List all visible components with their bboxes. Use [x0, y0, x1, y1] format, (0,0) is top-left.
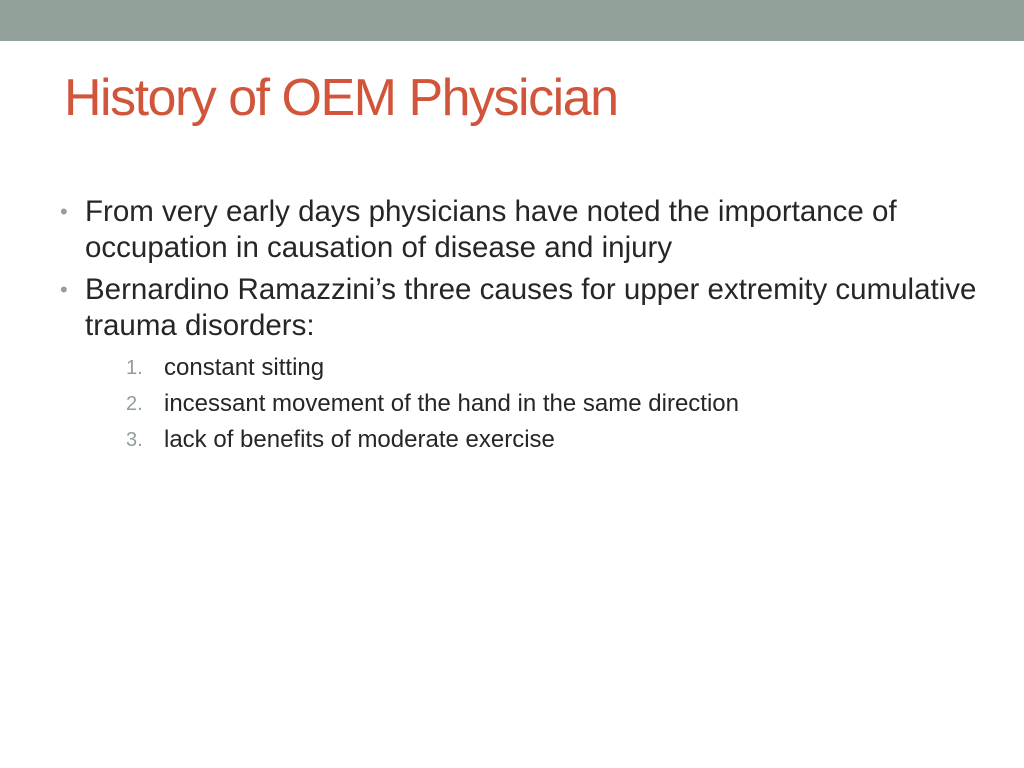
item-number: 1.	[126, 357, 143, 379]
bullet-text: From very early days physicians have noted the importance of occupation in causation of disease and injury	[85, 195, 897, 264]
numbered-item	[60, 386, 1004, 422]
numbered-item	[60, 422, 1004, 458]
item-text: lack of benefits of moderate exercise	[164, 426, 555, 453]
bullet-item	[60, 272, 1004, 344]
bullet-dot-icon: •	[60, 277, 68, 302]
item-text: incessant movement of the hand in the same direction	[164, 390, 739, 417]
bullet-text: Bernardino Ramazzini’s three causes for upper extremity cumulative trauma disorders:	[85, 273, 977, 342]
numbered-sub-list	[60, 350, 1004, 458]
item-number: 3.	[126, 429, 143, 451]
slide-content	[60, 194, 1004, 458]
bullet-dot-icon: •	[60, 199, 68, 224]
bullet-item	[60, 194, 1004, 266]
item-text: constant sitting	[164, 354, 325, 381]
header-band	[0, 0, 1024, 41]
slide-title: History of OEM Physician	[64, 69, 618, 127]
item-number: 2.	[126, 393, 143, 415]
numbered-item	[60, 350, 1004, 386]
